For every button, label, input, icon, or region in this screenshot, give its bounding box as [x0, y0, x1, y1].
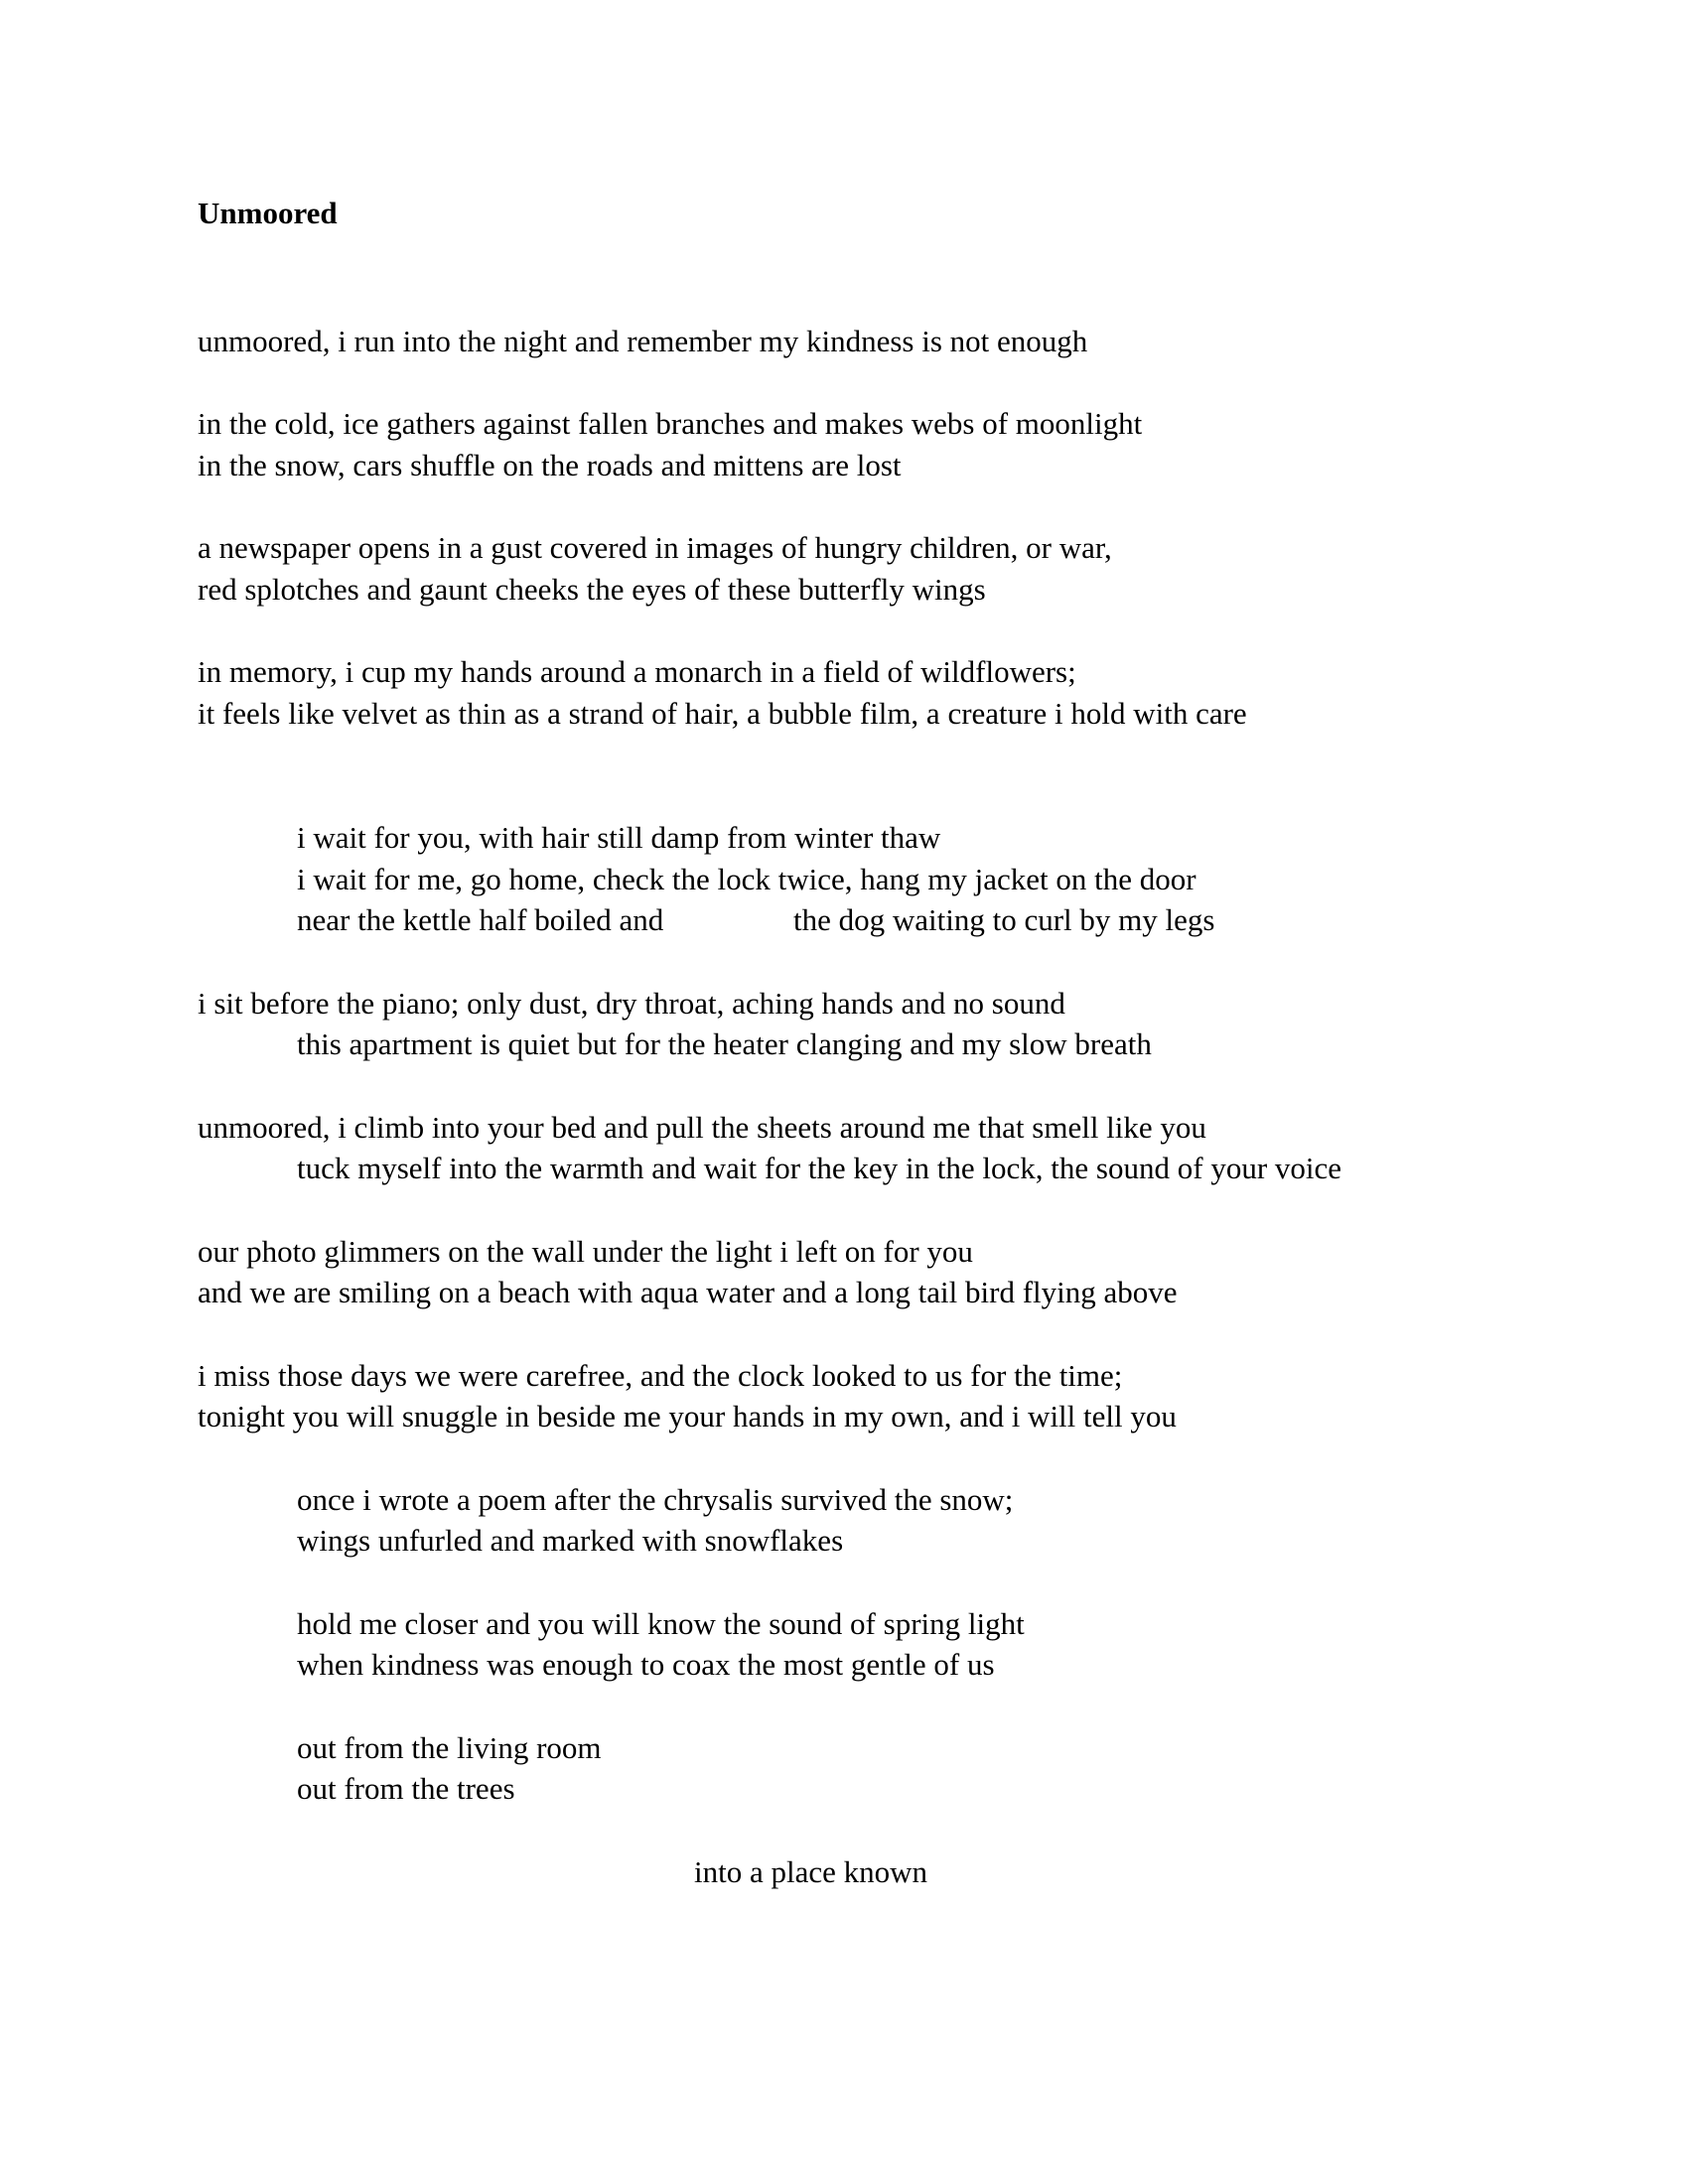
poem-line: wings unfurled and marked with snowflakes: [297, 1523, 844, 1558]
poem-line: and we are smiling on a beach with aqua water and a long tail bird flying above: [198, 1275, 1178, 1309]
poem-line: tonight you will snuggle in beside me your hands in my own, and i will tell you: [198, 1399, 1177, 1433]
poem-line: this apartment is quiet but for the heater clanging and my slow breath: [297, 1026, 1152, 1061]
poem-line: i sit before the piano; only dust, dry throat, aching hands and no sound: [198, 986, 1065, 1021]
poem-line: a newspaper opens in a gust covered in images of hungry children, or war,: [198, 530, 1112, 565]
poem-line: red splotches and gaunt cheeks the eyes of these butterfly wings: [198, 572, 986, 607]
poem-line: in the cold, ice gathers against fallen branches and makes webs of moonlight: [198, 406, 1143, 441]
poem-line: our photo glimmers on the wall under the light i left on for you: [198, 1234, 973, 1269]
poem-line: unmoored, i climb into your bed and pull the sheets around me that smell like you: [198, 1110, 1206, 1145]
poem-line: out from the living room: [297, 1730, 602, 1765]
poem-line: in the snow, cars shuffle on the roads and mittens are lost: [198, 448, 902, 482]
poem-line: i wait for me, go home, check the lock twice, hang my jacket on the door: [297, 862, 1196, 896]
poem-line: out from the trees: [297, 1771, 515, 1806]
poem-line: unmoored, i run into the night and remember my kindness is not enough: [198, 324, 1088, 358]
poem-line: once i wrote a poem after the chrysalis survived the snow;: [297, 1482, 1014, 1517]
poem-line: near the kettle half boiled and: [297, 902, 664, 937]
poem-line: i miss those days we were carefree, and the clock looked to us for the time;: [198, 1358, 1123, 1393]
poem-line: when kindness was enough to coax the most gentle of us: [297, 1647, 995, 1682]
poem-line: i wait for you, with hair still damp from winter thaw: [297, 820, 941, 855]
poem-line-segment: the dog waiting to curl by my legs: [793, 902, 1215, 937]
poem-line: hold me closer and you will know the sound of spring light: [297, 1606, 1025, 1641]
poem-line: in memory, i cup my hands around a monarch in a field of wildflowers;: [198, 654, 1076, 689]
poem-line: it feels like velvet as thin as a strand of hair, a bubble film, a creature i hold with care: [198, 696, 1247, 731]
poem-title: Unmoored: [198, 196, 338, 230]
poem-line: tuck myself into the warmth and wait for the key in the lock, the sound of your voice: [297, 1151, 1342, 1185]
poem-final-line: into a place known: [694, 1854, 928, 1889]
